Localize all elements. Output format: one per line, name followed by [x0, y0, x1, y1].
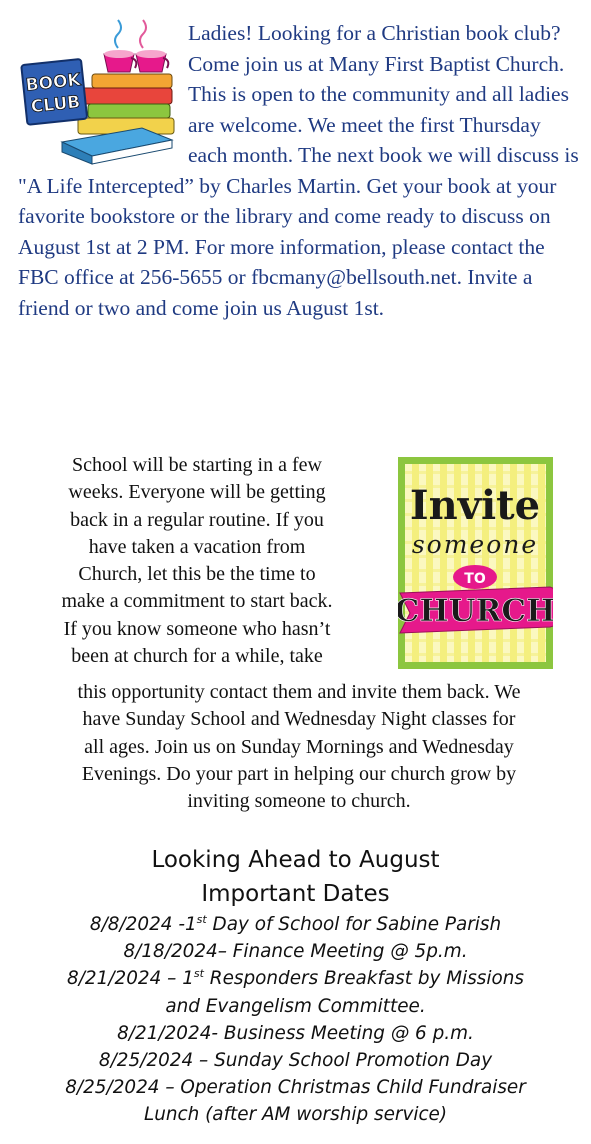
- dates-title-line2: Important Dates: [201, 881, 390, 907]
- date-item: 8/18/2024– Finance Meeting @ 5p.m.: [123, 941, 468, 963]
- school-top-line: weeks. Everyone will be getting: [68, 481, 326, 504]
- school-top-line: been at church for a while, take: [71, 645, 323, 668]
- invite-someone-graphic: [398, 457, 553, 669]
- school-top-line: If you know someone who hasn’t: [63, 617, 331, 640]
- church-word: CHURCH: [398, 593, 553, 629]
- school-top-line: have taken a vacation from: [88, 535, 306, 558]
- invite-word: Invite: [409, 482, 541, 529]
- school-top-line: back in a regular routine. If you: [70, 508, 324, 531]
- book-club-logo: [18, 18, 188, 166]
- school-bottom-line: inviting someone to church.: [187, 790, 411, 813]
- someone-word: someone: [411, 530, 539, 559]
- dates-title-line1: Looking Ahead to August: [151, 847, 440, 873]
- school-bottom-line: Evenings. Do your part in helping our church grow by: [81, 762, 517, 785]
- book-club-paragraph: [18, 18, 584, 323]
- school-text-bottom: [14, 679, 584, 815]
- important-dates: [0, 843, 591, 1129]
- date-item: 8/25/2024 – Operation Christmas Child Fundraiser: [65, 1077, 526, 1099]
- to-word: TO: [464, 571, 486, 587]
- date-item: 8/8/2024 -1st Day of School for Sabine Parish: [89, 912, 502, 935]
- date-item: and Evangelism Committee.: [165, 995, 426, 1017]
- school-top-line: School will be starting in a few: [72, 454, 322, 476]
- date-item: Lunch (after AM worship service): [143, 1104, 448, 1126]
- date-item: 8/25/2024 – Sunday School Promotion Day: [98, 1050, 493, 1072]
- school-bottom-line: all ages. Join us on Sunday Mornings and Wednesday: [84, 735, 514, 758]
- school-bottom-line: this opportunity contact them and invite them back. We: [77, 681, 521, 703]
- school-bottom-line: have Sunday School and Wednesday Night classes for: [82, 708, 516, 731]
- date-item: 8/21/2024- Business Meeting @ 6 p.m.: [117, 1022, 474, 1044]
- school-text-top: [14, 452, 380, 670]
- logo-text-book: BOOK: [24, 70, 82, 96]
- book-club-text: Ladies! Looking for a Christian book club? Come join us at Many First Baptist Church. This is open to the community and all ladies are welcome. We meet the first Thursday each month. The next book we will discuss is "A Life Intercepted” by Charles Martin. Get your book at your favorite bookstore or the library and come ready to discuss on August 1st at 2 PM. For more information, please contact the FBC office at 256-5655 or fbcmany@bellsouth.net. Invite a friend or two and come join us August 1st.: [18, 21, 579, 320]
- school-top-line: Church, let this be the time to: [78, 563, 316, 586]
- dates-list: [0, 911, 591, 1129]
- school-top-line: make a commitment to start back.: [61, 590, 333, 613]
- logo-text-club: CLUB: [29, 92, 82, 118]
- date-item: 8/21/2024 – 1st Responders Breakfast by Missions: [67, 967, 524, 990]
